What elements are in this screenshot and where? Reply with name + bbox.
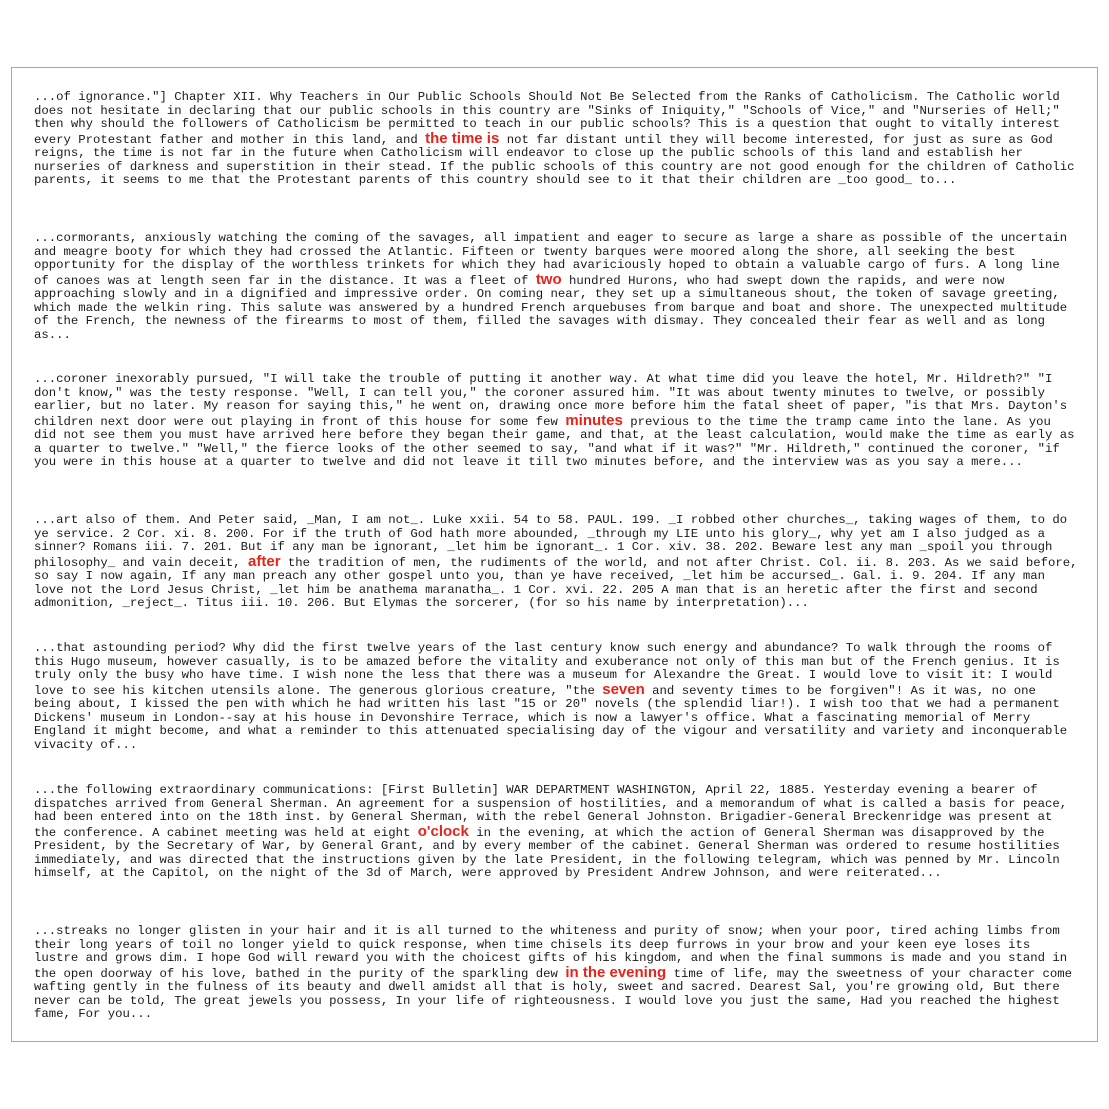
text-passage-1	[34, 91, 1079, 188]
passage-text-before: ...coroner inexorably pursued, "I will take the trouble of putting it another way. At what time did you leave the hotel, Mr. Hildreth?" "I don't know," was the testy response. "Well, I can tell you," the coroner assured him. "It was about twenty minutes to twelve, or possibly earlier, but no later. My reason for saying this," he went on, drawing once more before him the fatal sheet of paper, "is that Mrs. Dayton's children next door were out playing in front of this house for some few	[34, 372, 1068, 429]
passage-text-after: in the evening, at which the action of General Sherman was disapproved by the President, by the Secretary of War, by General Grant, and by every member of the cabinet. General Sherman was ordered to resume hostilities immediately, and was directed that the instructions given by the late President, in the following telegram, which was penned by Mr. Lincoln himself, at the Capitol, on the night of the 3d of March, were approved by President Andrew Johnson, and were reiterated...	[34, 825, 1060, 880]
passage-text-before: ...the following extraordinary communications: [First Bulletin] WAR DEPARTMENT WASHINGTON, April 22, 1885. Yesterday evening a bearer of dispatches arrived from General Sherman. An agreement for a suspension of hostilities, and a memorandum of what is called a basis for peace, had been entered into on the 18th inst. by General Sherman, with the rebel General Johnston. Brigadier-General Breckenridge was present at the conference. A cabinet meeting was held at eight	[34, 783, 1068, 840]
passage-text-before: ...art also of them. And Peter said, _Man, I am not_. Luke xxii. 54 to 58. PAUL. 199. _I robbed other churches_, taking wages of them, to do ye service. 2 Cor. xi. 8. 200. For if the truth of God hath more abounded, _through my LIE unto his glory_, why yet am I also judged as a sinner? Romans iii. 7. 201. But if any man be ignorant, _let him be ignorant_. 1 Cor. xiv. 38. 202. Beware lest any man _spoil you through philosophy_ and vain deceit,	[34, 513, 1068, 570]
passage-text-after: time of life, may the sweetness of your character come wafting gently in the fulness of its beauty and dwell amidst all that is holy, sweet and sacred. Dearest Sal, you're growing old, But there never can be told, The great jewels you possess, In your life of righteousness. I would love you just the same, Had you reached the highest fame, For you...	[34, 966, 1073, 1021]
text-passage-5	[34, 642, 1079, 752]
highlighted-phrase: o'clock	[417, 822, 469, 840]
passage-text-after: not far distant until they will become interested, for just as sure as God reigns, the time is not far in the future when Catholicism will endeavor to close up the public schools of this land and establish her nurseries of darkness and superstition in their stead. If the public schools of this country are not good enough for the children of Catholic parents, it seems to me that the Protestant parents of this country should see to it that their children are _too good_ to...	[34, 132, 1075, 187]
passage-text-before: ...cormorants, anxiously watching the coming of the savages, all impatient and eager to secure as large a share as possible of the uncertain and meagre booty for which they had crossed the Atlantic. Fifteen or twenty barques were moored along the shore, all seeking the best opportunity for the display of the worthless trinkets for which they had avariciously hoped to obtain a valuable cargo of furs. A long line of canoes was at length seen far in the distance. It was a fleet of	[34, 231, 1068, 288]
highlighted-phrase: after	[248, 552, 281, 570]
passage-text-before: ...streaks no longer glisten in your hair and it is all turned to the whiteness and purity of snow; when your poor, tired aching limbs from their long years of toil no longer yield to quick response, when time chisels its deep furrows in your brow and your keen eye loses its lustre and grows dim. I hope God will reward you with the choicest gifts of his kingdom, and when the final summons is made and you stand in the open doorway of his love, bathed in the purity of the sparkling dew	[34, 924, 1068, 981]
text-passage-3	[34, 373, 1079, 470]
passage-text-after: the tradition of men, the rudiments of the world, and not after Christ. Col. ii. 8. 203. As we said before, so say I now again, If any man preach any other gospel unto you, than ye have received, _let him be accursed_. Gal. i. 9. 204. If any man love not the Lord Jesus Christ, _let him be anathema maranatha_. 1 Cor. xvi. 22. 205 A man that is an heretic after the first and second admonition, _reject_. Titus iii. 10. 206. But Elymas the sorcerer, (for so his name by interpretation)...	[34, 555, 1078, 610]
text-passage-6	[34, 784, 1079, 881]
highlighted-phrase: the time is	[425, 129, 500, 147]
passage-text-before: ...that astounding period? Why did the first twelve years of the last century know such energy and abundance? To walk through the rooms of this Hugo museum, however casually, is to be amazed before the vitality and exuberance not only of this man but of the French genius. It is truly only the busy who have time. I wish none the less that there was a museum for Alexandre the Great. I would love to visit it: I would love to see his kitchen utensils alone. The generous glorious creature, "the	[34, 641, 1060, 698]
passage-text-before: ...of ignorance."] Chapter XII. Why Teachers in Our Public Schools Should Not Be Selected from the Ranks of Catholicism. The Catholic world does not hesitate in declaring that our public schools in this country are "Sinks of Iniquity," "Schools of Vice," and "Nurseries of Hell;" then why should the followers of Catholicism be permitted to teach in our public schools? This is a question that ought to vitally interest every Protestant father and mother in this land, and	[34, 90, 1060, 147]
text-passage-4	[34, 514, 1079, 611]
passage-text-after: previous to the time the tramp came into the lane. As you did not see them you must have arrived here before they began their game, and that, at the least calculation, would make the time as early as a quarter to twelve." "Well," the fierce looks of the other seemed to say, "and what if it was?" "Mr. Hildreth," continued the coroner, "if you were in this house at a quarter to twelve and did not leave it till two minutes before, and the interview was as you say a mere...	[34, 414, 1075, 469]
text-passage-2	[34, 232, 1079, 342]
passage-text-after: and seventy times to be forgiven"! As it was, no one being about, I kissed the pen with which he had written his last "15 or 20" novels (the splendid liar!). I wish too that we had a permanent Dickens' museum in London--say at his house in Devonshire Terrace, which is now a lawyer's office. What a fascinating memorial of Merry England it might become, and what a reminder to this attenuated specialising day of the vigour and versatility and variety and inconquerable vivacity of...	[34, 683, 1068, 752]
passage-text-after: hundred Hurons, who had swept down the rapids, and were now approaching slowly and in a dignified and impressive order. On coming near, they set up a simultaneous shout, the token of savage greeting, which made the welkin ring. This salute was answered by a hundred French arquebuses from barque and boat and shore. The unexpected multitude of the French, the newness of the firearms to most of them, filled the savages with dismay. They concealed their fear as well and as long as...	[34, 273, 1068, 342]
highlighted-phrase: minutes	[565, 411, 623, 429]
document-frame	[11, 67, 1098, 1042]
highlighted-phrase: two	[535, 270, 562, 288]
highlighted-phrase: seven	[602, 680, 645, 698]
highlighted-phrase: in the evening	[565, 963, 667, 981]
text-passage-7	[34, 925, 1079, 1022]
